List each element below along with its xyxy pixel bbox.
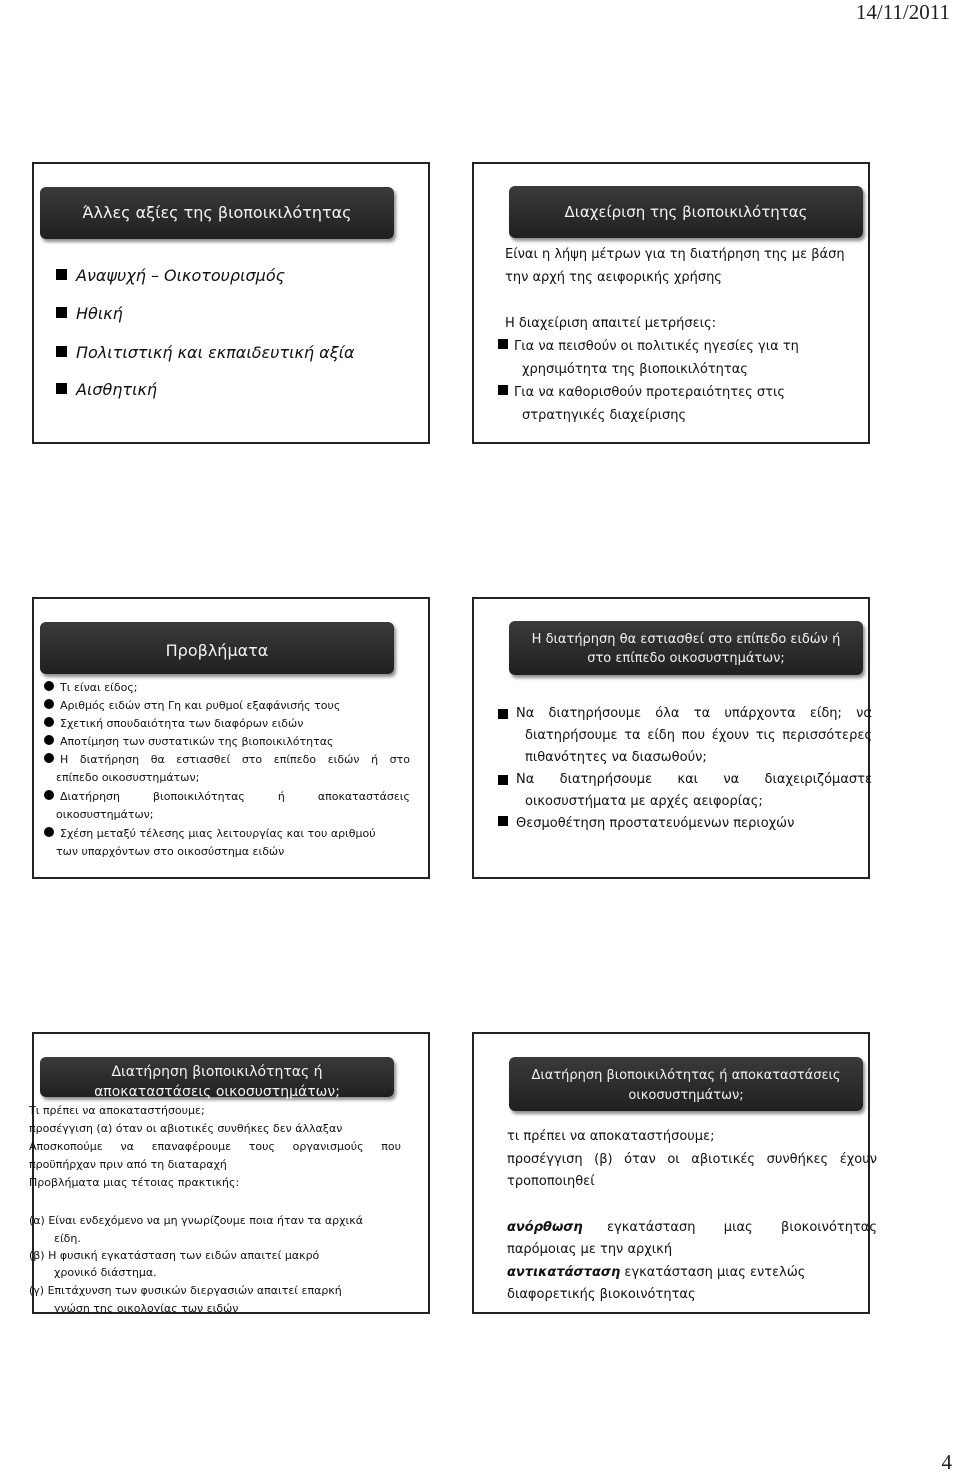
square-bullet-icon xyxy=(56,269,67,280)
problem-item: (β) Η φυσική εγκατάσταση των ειδών απαιτεί μακρό xyxy=(29,1249,320,1262)
body-text: τροποποιηθεί xyxy=(507,1174,595,1189)
body-text: Προβλήματα μιας τέτοιας πρακτικής: xyxy=(29,1176,240,1189)
slide-title-text: οικοσυστημάτων; xyxy=(628,1088,744,1103)
square-bullet-icon xyxy=(498,385,508,395)
list-item: Αποτίμηση των συστατικών της βιοποικιλότητας xyxy=(44,735,333,748)
problem-item: (α) Είναι ενδεχόμενο να μη γνωρίζουμε ποια ήταν τα αρχικά xyxy=(29,1214,363,1227)
slide-title xyxy=(509,1057,863,1111)
problem-item-continuation: είδη. xyxy=(54,1232,81,1245)
list-item: Σχετική σπουδαιότητα των διαφόρων ειδών xyxy=(44,717,303,730)
slide-title-text: Διατήρηση βιοποικιλότητας ή xyxy=(111,1064,323,1080)
problem-item-continuation: γνώση της οικολογίας των ειδών xyxy=(54,1302,239,1315)
slide-problems xyxy=(32,597,430,879)
list-item: Ηθική xyxy=(56,304,123,323)
slide-conservation-or-restoration-b xyxy=(472,1032,877,1314)
body-text: προσέγγιση (β) όταν οι αβιοτικές συνθήκες έχουν xyxy=(507,1152,877,1167)
slide-biodiversity-management xyxy=(472,162,870,444)
list-item: Σχέση μεταξύ τέλεσης μιας λειτουργίας και του αριθμού xyxy=(44,827,376,840)
print-date: 14/11/2011 xyxy=(855,0,950,24)
square-bullet-icon xyxy=(498,339,508,349)
lead-text: Η διαχείριση απαιτεί μετρήσεις: xyxy=(505,316,717,331)
round-bullet-icon xyxy=(44,735,54,745)
square-bullet-icon xyxy=(56,346,67,357)
round-bullet-icon xyxy=(44,827,54,837)
round-bullet-icon xyxy=(44,681,54,691)
problem-item-continuation: χρονικό διάστημα. xyxy=(54,1266,157,1279)
slide-title-text: Προβλήματα xyxy=(165,641,269,660)
body-text: διαφορετικής βιοκοινότητας xyxy=(507,1287,696,1302)
slide-title-text: αποκαταστάσεις οικοσυστημάτων; xyxy=(94,1084,340,1100)
body-text: Αποσκοπούμε να επαναφέρουμε τους οργανισμούς που xyxy=(29,1140,401,1153)
list-item-continuation: στρατηγικές διαχείρισης xyxy=(522,408,687,423)
list-item: Αναψυχή – Οικοτουρισμός xyxy=(56,266,285,285)
list-item: Να διατηρήσουμε και να διαχειριζόμαστε xyxy=(498,772,872,787)
intro-text: Είναι η λήψη μέτρων για τη διατήρηση της με βάση xyxy=(505,247,845,262)
list-item-continuation: οικοσυστημάτων; xyxy=(56,808,154,821)
list-item: Διατήρηση βιοποικιλότητας ή αποκαταστάσεις xyxy=(44,790,410,803)
square-bullet-icon xyxy=(56,307,67,318)
list-item: Αισθητική xyxy=(56,380,157,399)
list-item: Πολιτιστική και εκπαιδευτική αξία xyxy=(56,343,355,362)
square-bullet-icon xyxy=(56,383,67,394)
slide-title xyxy=(509,621,863,675)
list-item: Για να καθορισθούν προτεραιότητες στις xyxy=(498,385,785,400)
definition-line: ανόρθωση εγκατάσταση μιας βιοκοινότητας xyxy=(507,1220,877,1235)
body-text: τι πρέπει να αποκαταστήσουμε; xyxy=(507,1129,715,1144)
round-bullet-icon xyxy=(44,753,54,763)
slide-species-or-ecosystems xyxy=(472,597,870,879)
definition-line: αντικατάσταση εγκατάσταση μιας εντελώς xyxy=(507,1265,806,1280)
round-bullet-icon xyxy=(44,790,54,800)
body-text: Τι πρέπει να αποκαταστήσουμε; xyxy=(29,1104,205,1117)
list-item-continuation: διατηρήσουμε τα είδη που έχουν τις περισσότερες xyxy=(525,728,872,743)
slide-conservation-or-restoration-a xyxy=(29,1032,430,1315)
list-item-continuation: οικοσυστήματα με αρχές αειφορίας; xyxy=(525,794,763,809)
slide-title-text: Άλλες αξίες της βιοποικιλότητας xyxy=(82,203,352,222)
list-item-continuation: χρησιμότητα της βιοποικιλότητας xyxy=(522,362,748,377)
list-item: Για να πεισθούν οι πολιτικές ηγεσίες για τη xyxy=(498,339,799,354)
list-item-continuation: των υπαρχόντων στο οικοσύστημα ειδών xyxy=(56,845,285,858)
slide-title xyxy=(40,1057,394,1100)
page-number: 4 xyxy=(941,1450,952,1474)
list-item: Να διατηρήσουμε όλα τα υπάρχοντα είδη; να xyxy=(498,706,872,721)
slide-title xyxy=(509,186,863,238)
slide-title xyxy=(40,622,394,674)
slide-other-values xyxy=(32,162,430,444)
intro-text: την αρχή της αειφορικής χρήσης xyxy=(505,270,722,285)
body-text: παρόμοιας με την αρχική xyxy=(507,1242,673,1257)
slide-title xyxy=(40,187,394,239)
square-bullet-icon xyxy=(498,775,508,785)
list-item: Θεσμοθέτηση προστατευόμενων περιοχών xyxy=(498,816,794,831)
round-bullet-icon xyxy=(44,699,54,709)
list-item: Τι είναι είδος; xyxy=(44,681,138,694)
list-item: Αριθμός ειδών στη Γη και ρυθμοί εξαφάνισής τους xyxy=(44,699,340,712)
list-item-continuation: επίπεδο οικοσυστημάτων; xyxy=(56,771,200,784)
round-bullet-icon xyxy=(44,717,54,727)
problem-item: (γ) Επιτάχυνση των φυσικών διεργασιών απαιτεί επαρκή xyxy=(29,1284,342,1297)
list-item-continuation: πιθανότητες να διασωθούν; xyxy=(525,750,707,765)
slide-title-text: Διαχείριση της βιοποικιλότητας xyxy=(564,203,808,221)
term-antikatastasi: αντικατάσταση xyxy=(507,1265,621,1280)
list-item: Η διατήρηση θα εστιασθεί στο επίπεδο ειδών ή στο xyxy=(44,753,410,766)
slide-title-text: στο επίπεδο οικοσυστημάτων; xyxy=(587,651,785,666)
term-anorthosi: ανόρθωση xyxy=(507,1220,583,1235)
square-bullet-icon xyxy=(498,816,508,826)
body-text: προσέγγιση (α) όταν οι αβιοτικές συνθήκες δεν άλλαξαν xyxy=(29,1122,343,1135)
square-bullet-icon xyxy=(498,709,508,719)
slide-title-text: Η διατήρηση θα εστιασθεί στο επίπεδο ειδών ή xyxy=(531,632,841,647)
body-text: προϋπήρχαν πριν από τη διαταραχή xyxy=(29,1158,227,1171)
slide-title-text: Διατήρηση βιοποικιλότητας ή αποκαταστάσεις xyxy=(531,1068,841,1083)
